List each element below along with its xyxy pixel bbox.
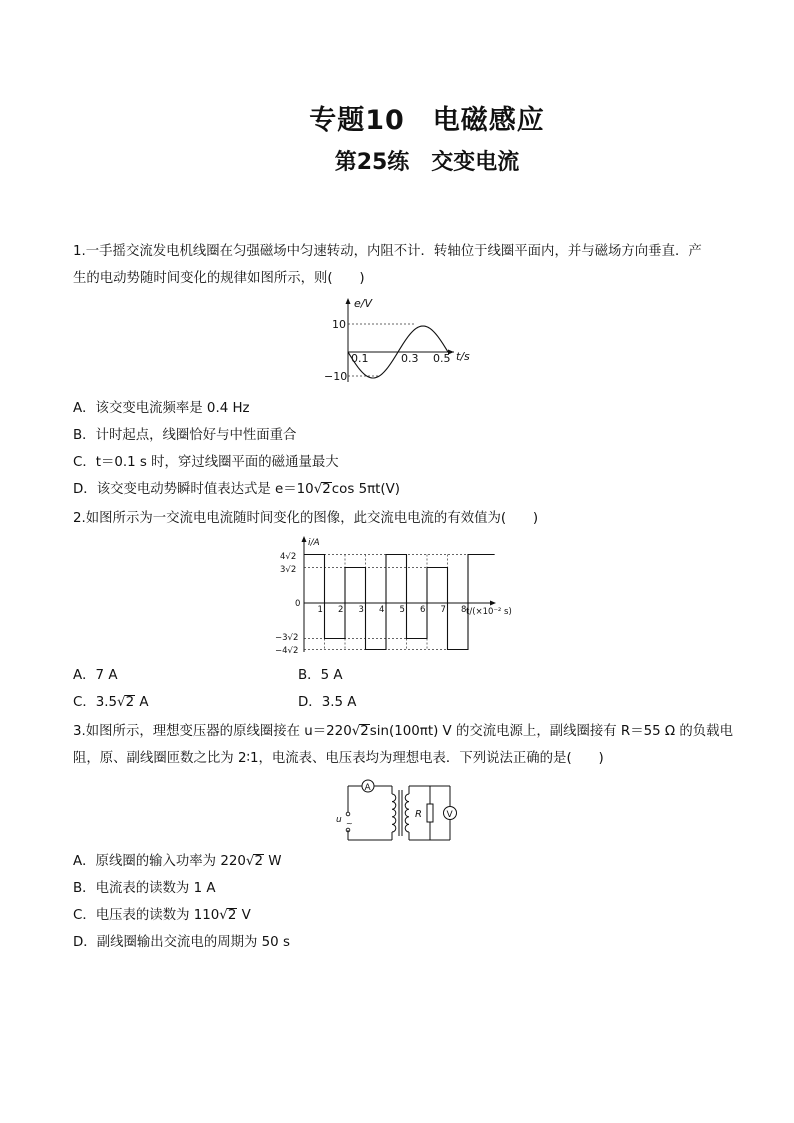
- q1-stem-line1: 1.一手摇交流发电机线圈在匀强磁场中匀速转动，内阻不计．转轴位于线圈平面内，并与磁场方向垂直．产: [73, 244, 702, 259]
- q1-t-axis-label: t/s: [456, 350, 470, 363]
- q2-x-tick-label: 5: [399, 605, 405, 615]
- q2-x-tick-label: 3: [358, 605, 364, 615]
- q1-option-d: [73, 481, 400, 499]
- q2-tick-neg3r2: −3√2: [275, 633, 299, 643]
- q2-tick-neg4r2: −4√2: [275, 646, 299, 656]
- q3-tilde: ~: [346, 819, 353, 828]
- q3-ammeter-label: A: [364, 783, 371, 793]
- q3-stem-line1-b: sin(100πt) V 的交流电源上，副线圈接有 R＝55 Ω 的负载电: [369, 724, 733, 739]
- q3-transformer-circuit: [334, 774, 464, 848]
- q3-stem-line1: [73, 723, 733, 741]
- q3-terminal-top: [346, 812, 350, 816]
- q1-option-a: A．该交变电流频率是 0.4 Hz: [73, 401, 250, 416]
- q2-tick-3r2: 3√2: [280, 565, 297, 575]
- sub-title: 第25练 交变电流: [334, 150, 520, 175]
- q1-tick-0.5: 0.5: [433, 352, 451, 365]
- q3-source-label: u: [336, 815, 342, 825]
- sqrt-symbol: √: [313, 482, 323, 497]
- q1-tick-0.1: 0.1: [351, 352, 369, 365]
- q2-x-tick-label: 4: [379, 605, 385, 615]
- q2-tick-4r2: 4√2: [280, 552, 297, 562]
- q2-x-tick-label: 6: [420, 605, 426, 615]
- q3-stem-line1-a: 3.如图所示，理想变压器的原线圈接在 u＝220: [73, 724, 352, 739]
- q2-x-tick-label: 7: [440, 605, 446, 615]
- q3-option-a-radicand: 2: [254, 854, 263, 869]
- q3-option-c: [73, 907, 251, 925]
- q1-option-d-suffix: cos 5πt(V): [331, 482, 401, 497]
- q2-option-c: [73, 694, 149, 712]
- q2-option-a: A．7 A: [73, 668, 118, 683]
- q2-x-ticks: [318, 605, 467, 615]
- q1-tick-10: 10: [332, 318, 346, 331]
- q3-option-a: [73, 853, 281, 871]
- q2-stem: 2.如图所示为一交流电电流随时间变化的图像，此交流电电流的有效值为( ): [73, 511, 539, 526]
- sqrt-symbol: √: [245, 854, 255, 869]
- sqrt-symbol: √: [117, 695, 126, 710]
- q3-option-b: B．电流表的读数为 1 A: [73, 881, 216, 896]
- q1-option-d-radicand: 2: [322, 482, 331, 497]
- q3-resistor: [427, 804, 433, 822]
- q2-x-tick-label: 2: [338, 605, 344, 615]
- sqrt-symbol: √: [219, 908, 228, 923]
- q2-y-axis-label: i/A: [308, 538, 320, 548]
- q3-option-c-suffix: V: [237, 908, 251, 923]
- q1-stem-line2: 生的电动势随时间变化的规律如图所示，则( ): [73, 271, 365, 286]
- q3-secondary-coil: [405, 794, 409, 832]
- q1-e-axis-arrow: [346, 298, 351, 304]
- q1-tick-neg10: −10: [324, 370, 348, 383]
- q3-resistor-label: R: [415, 809, 422, 820]
- q2-tick-0: 0: [295, 599, 301, 609]
- q2-option-b: B．5 A: [298, 668, 343, 683]
- q3-voltmeter-label: V: [446, 810, 453, 820]
- q2-x-tick-label: 8: [461, 605, 467, 615]
- sqrt-symbol: √: [351, 724, 361, 739]
- q2-x-axis-label: t/(×10⁻² s): [466, 607, 512, 617]
- q1-option-c: C．t＝0.1 s 时，穿过线圈平面的磁通量最大: [73, 455, 339, 470]
- q1-option-b: B．计时起点，线圈恰好与中性面重合: [73, 428, 297, 443]
- q2-option-d: D．3.5 A: [298, 695, 357, 710]
- q2-option-c-suffix: A: [135, 695, 149, 710]
- q3-option-c-radicand: 2: [227, 908, 237, 923]
- q1-tick-0.3: 0.3: [401, 352, 419, 365]
- q3-stem-radicand: 2: [360, 724, 369, 739]
- q3-option-d: D．副线圈输出交流电的周期为 50 s: [73, 935, 290, 950]
- q3-option-a-suffix: W: [263, 854, 282, 869]
- main-title: 专题10 电磁感应: [309, 105, 545, 136]
- q2-square-wave: [304, 555, 495, 650]
- q2-x-tick-label: 1: [317, 605, 323, 615]
- q3-option-c-prefix: C．电压表的读数为 110: [73, 908, 220, 923]
- q1-e-axis-label: e/V: [354, 297, 372, 310]
- q1-emf-graph: [318, 294, 488, 388]
- q2-option-c-prefix: C．3.5: [73, 695, 118, 710]
- q2-y-axis-arrow: [302, 536, 307, 542]
- q3-option-a-prefix: A．原线圈的输入功率为 220: [73, 854, 246, 869]
- q2-current-graph: [270, 534, 530, 656]
- q2-option-c-radicand: 2: [125, 695, 135, 710]
- q1-option-d-prefix: D．该交变电动势瞬时值表达式是 e＝10: [73, 482, 314, 497]
- q3-primary-coil: [392, 794, 396, 832]
- q2-x-axis-arrow: [490, 601, 496, 606]
- q3-stem-line2: 阻，原、副线圈匝数之比为 2∶1，电流表、电压表均为理想电表．下列说法正确的是( ): [73, 751, 604, 766]
